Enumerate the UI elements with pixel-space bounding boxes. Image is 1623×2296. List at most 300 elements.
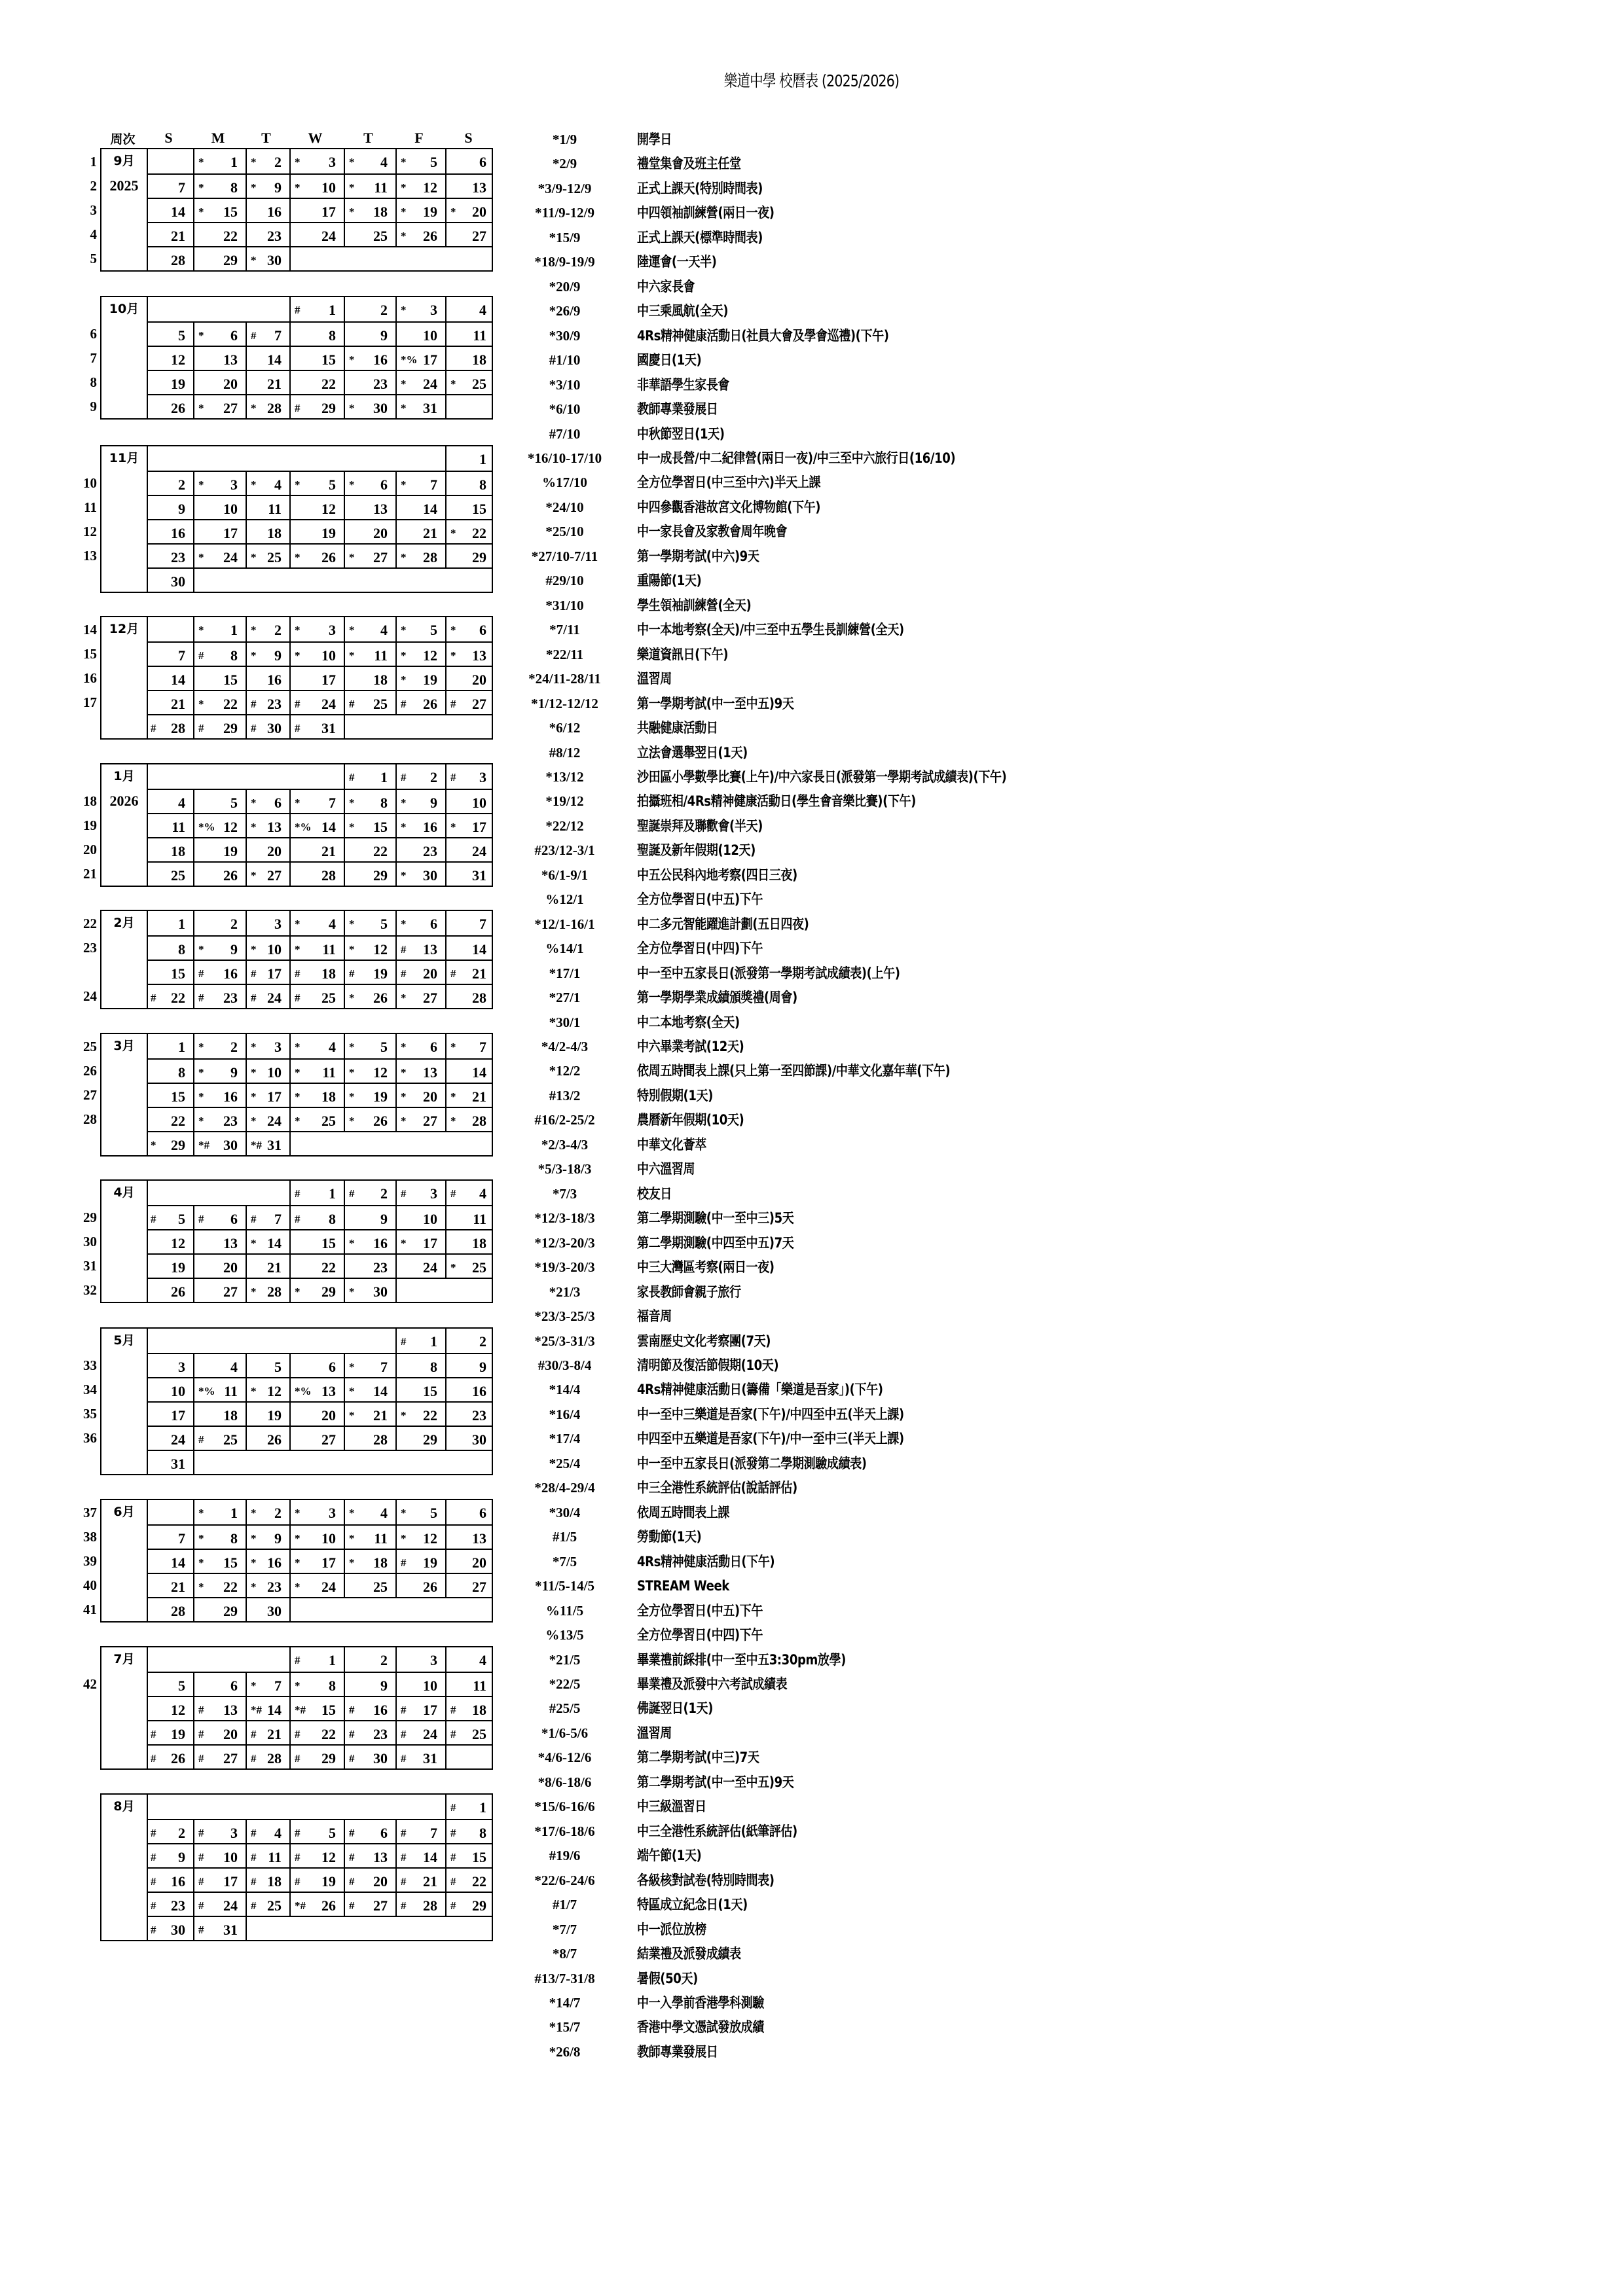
day-marker: # — [450, 1187, 456, 1200]
month-year: 2026 — [109, 793, 139, 809]
day-marker: *% — [295, 821, 312, 833]
day-marker: * — [198, 624, 204, 636]
event-date: *30/4 — [549, 1505, 581, 1520]
month-name: 3月 — [113, 1039, 135, 1053]
day-number: 16 — [267, 672, 282, 688]
day-number: 29 — [321, 400, 336, 416]
day-number: 14 — [423, 501, 437, 517]
event-description: 中六家長會 — [637, 279, 695, 295]
day-number: 6 — [230, 1677, 238, 1694]
day-number: 6 — [479, 622, 486, 638]
event-item — [0, 716, 1571, 740]
event-item — [0, 422, 1571, 446]
day-number: 7 — [380, 1359, 388, 1375]
day-number: 13 — [373, 1849, 388, 1865]
day-number: 10 — [423, 1677, 437, 1694]
day-number: 22 — [223, 696, 238, 712]
day-marker: # — [251, 722, 257, 734]
day-number: 23 — [223, 990, 238, 1006]
day-number: 2 — [380, 1652, 388, 1668]
day-number: 2 — [230, 916, 238, 932]
day-marker: * — [251, 797, 257, 809]
day-marker: * — [198, 943, 204, 956]
day-number: 16 — [171, 1873, 185, 1890]
day-marker: *% — [198, 821, 215, 833]
day-number: 25 — [267, 1897, 282, 1914]
event-item — [0, 863, 1571, 888]
day-number: 8 — [479, 1825, 486, 1841]
event-item — [0, 1231, 1571, 1255]
day-number: 6 — [274, 795, 282, 811]
day-number: 29 — [321, 1750, 336, 1767]
event-date: *15/6-16/6 — [534, 1799, 595, 1814]
day-number: 20 — [321, 1407, 336, 1424]
event-date: *17/1 — [549, 965, 581, 981]
day-marker: # — [295, 1187, 301, 1200]
event-date: *22/5 — [549, 1676, 581, 1692]
day-marker: * — [349, 551, 355, 564]
day-number: 27 — [472, 228, 486, 244]
day-marker: * — [401, 156, 407, 168]
day-number: 19 — [171, 376, 185, 392]
day-marker: * — [401, 206, 407, 218]
day-marker: * — [401, 230, 407, 242]
event-date: %11/5 — [545, 1603, 584, 1619]
day-number: 1 — [178, 916, 185, 932]
day-marker: * — [349, 649, 355, 662]
event-item — [0, 814, 1571, 838]
day-number: 18 — [472, 1235, 486, 1251]
event-date: *8/7 — [552, 1946, 577, 1962]
day-number: 15 — [423, 1383, 437, 1399]
event-item — [0, 1501, 1571, 1525]
day-number: 6 — [230, 327, 238, 344]
day-number: 2 — [274, 154, 282, 170]
day-number: 7 — [274, 1677, 282, 1694]
day-number: 24 — [321, 1579, 336, 1595]
day-marker: # — [349, 1728, 355, 1740]
event-description: 禮堂集會及班主任堂 — [637, 156, 741, 171]
week-number: 8 — [90, 374, 97, 390]
day-number: 19 — [423, 204, 437, 220]
day-number: 3 — [230, 476, 238, 493]
day-marker: * — [349, 1556, 355, 1569]
event-date: *6/1-9/1 — [541, 867, 589, 883]
day-marker: * — [251, 1115, 257, 1127]
event-item — [0, 643, 1571, 667]
day-number: 19 — [171, 1726, 185, 1742]
event-description: 正式上課天(特別時間表) — [637, 181, 763, 196]
event-item — [0, 1918, 1571, 1942]
day-number: 23 — [267, 696, 282, 712]
event-item — [0, 1255, 1571, 1280]
day-number: 18 — [373, 204, 388, 220]
day-number: 2 — [479, 1333, 486, 1350]
day-number: 16 — [171, 525, 185, 541]
week-number: 36 — [83, 1430, 97, 1446]
event-item — [0, 569, 1571, 593]
event-description: 4Rs精神健康活動日(籌備「樂道是吾家」)(下午) — [637, 1382, 883, 1397]
event-date: *4/6-12/6 — [538, 1749, 592, 1765]
day-number: 31 — [423, 400, 437, 416]
day-number: 26 — [321, 1897, 336, 1914]
day-number: 3 — [430, 302, 437, 318]
day-marker: * — [349, 1115, 355, 1127]
day-marker: * — [251, 1507, 257, 1519]
day-marker: * — [251, 156, 257, 168]
day-number: 29 — [423, 1431, 437, 1448]
day-number: 21 — [472, 965, 486, 982]
day-marker: * — [450, 624, 456, 636]
day-marker: * — [295, 1532, 301, 1545]
day-marker: # — [450, 967, 456, 980]
event-date: #25/5 — [549, 1700, 581, 1716]
event-item — [0, 1011, 1571, 1035]
day-number: 19 — [423, 1554, 437, 1571]
day-marker: # — [295, 304, 301, 316]
day-number: 4 — [274, 476, 282, 493]
day-number: 5 — [430, 154, 437, 170]
day-number: 14 — [267, 1235, 282, 1251]
day-number: 9 — [274, 1530, 282, 1547]
event-description: 第一學期學業成績頒獎禮(周會) — [637, 990, 797, 1005]
day-number: 14 — [171, 672, 185, 688]
day-number: 10 — [321, 1530, 336, 1547]
day-number: 6 — [230, 1211, 238, 1227]
event-date: *12/1-16/1 — [534, 916, 595, 932]
day-number: 26 — [373, 1113, 388, 1129]
day-marker: # — [295, 1875, 301, 1888]
month-name: 4月 — [113, 1185, 135, 1200]
event-item — [0, 348, 1571, 372]
day-number: 10 — [423, 327, 437, 344]
day-number: 18 — [171, 843, 185, 859]
day-number: 21 — [267, 1259, 282, 1276]
event-item — [0, 789, 1571, 814]
week-number: 27 — [83, 1087, 97, 1103]
week-number: 11 — [84, 499, 97, 515]
day-number: 5 — [178, 1677, 185, 1694]
day-number: 25 — [321, 1113, 336, 1129]
day-number: 8 — [329, 1211, 336, 1227]
day-number: 30 — [373, 1750, 388, 1767]
day-marker: # — [401, 698, 407, 710]
day-marker: *% — [198, 1385, 215, 1397]
month-year: 2025 — [109, 177, 139, 194]
event-description: 全方位學習日(中五)下午 — [637, 891, 763, 907]
day-number: 31 — [423, 1750, 437, 1767]
event-description: 端午節(1天) — [637, 1848, 702, 1863]
day-number: 24 — [223, 549, 238, 565]
event-date: *7/5 — [552, 1554, 577, 1570]
event-item — [0, 1869, 1571, 1893]
day-number: 13 — [472, 179, 486, 196]
day-number: 20 — [472, 672, 486, 688]
day-number: 27 — [423, 1113, 437, 1129]
event-description: 暑假(50天) — [637, 1971, 698, 1986]
week-number: 6 — [90, 326, 97, 342]
day-number: 23 — [373, 376, 388, 392]
event-date: *26/9 — [549, 303, 581, 319]
event-item — [0, 1206, 1571, 1230]
day-marker: * — [251, 402, 257, 414]
day-marker: * — [198, 551, 204, 564]
day-marker: # — [151, 992, 156, 1004]
day-number: 25 — [373, 228, 388, 244]
day-marker: * — [295, 1679, 301, 1692]
day-number: 4 — [479, 1185, 486, 1202]
event-date: *12/2 — [549, 1063, 581, 1079]
event-date: *5/3-18/3 — [538, 1161, 592, 1177]
day-marker: * — [295, 624, 301, 636]
day-number: 22 — [321, 1726, 336, 1742]
day-marker: * — [401, 649, 407, 662]
day-number: 13 — [472, 1530, 486, 1547]
day-marker: * — [401, 673, 407, 686]
week-number: 29 — [83, 1210, 97, 1225]
day-marker: * — [251, 1532, 257, 1545]
day-marker: * — [349, 943, 355, 956]
day-number: 10 — [472, 795, 486, 811]
event-date: *28/4-29/4 — [534, 1480, 595, 1496]
day-number: 10 — [423, 1211, 437, 1227]
event-description: 第二學期考試(中一至中五)9天 — [637, 1774, 794, 1790]
day-marker: * — [198, 402, 204, 414]
day-marker: * — [401, 304, 407, 316]
day-marker: # — [349, 967, 355, 980]
event-item — [0, 692, 1571, 716]
event-item — [0, 618, 1571, 642]
day-number: 11 — [374, 1530, 388, 1547]
event-item — [0, 1427, 1571, 1451]
day-marker: * — [251, 1237, 257, 1249]
day-number: 10 — [321, 647, 336, 664]
day-marker: # — [251, 1213, 257, 1225]
event-item — [0, 838, 1571, 863]
day-number: 3 — [274, 1039, 282, 1055]
day-marker: * — [401, 1507, 407, 1519]
day-marker: # — [450, 1827, 456, 1839]
day-number: 16 — [373, 1235, 388, 1251]
day-number: 26 — [171, 1750, 185, 1767]
day-number: 28 — [472, 1113, 486, 1129]
day-number: 2 — [380, 302, 388, 318]
day-number: 26 — [223, 867, 238, 884]
day-marker: * — [401, 478, 407, 491]
week-number: 20 — [83, 842, 97, 857]
day-number: 24 — [423, 376, 437, 392]
day-number: 8 — [479, 476, 486, 493]
day-number: 26 — [171, 400, 185, 416]
day-number: 22 — [472, 525, 486, 541]
event-description: 香港中學文憑試發放成績 — [637, 2019, 764, 2035]
day-marker: * — [401, 1041, 407, 1053]
week-number: 21 — [83, 866, 97, 882]
event-date: *14/4 — [549, 1382, 581, 1397]
day-number: 1 — [329, 1652, 336, 1668]
event-description: 中一成長營/中二紀律營(兩日一夜)/中三至中六旅行日(16/10) — [637, 450, 956, 466]
day-number: 31 — [223, 1922, 238, 1938]
week-number: 12 — [83, 524, 97, 539]
day-number: 30 — [171, 573, 185, 590]
week-number: 23 — [83, 940, 97, 956]
event-date: *25/3-31/3 — [534, 1333, 595, 1349]
day-number: 4 — [329, 1039, 336, 1055]
event-item — [0, 397, 1571, 422]
day-marker: # — [349, 1827, 355, 1839]
event-item — [0, 1157, 1571, 1181]
event-date: *27/10-7/11 — [531, 548, 598, 564]
day-number: 3 — [329, 1505, 336, 1521]
day-marker: * — [349, 1285, 355, 1298]
event-item — [0, 520, 1571, 544]
day-number: 1 — [329, 1185, 336, 1202]
day-number: 17 — [321, 204, 336, 220]
day-marker: * — [295, 551, 301, 564]
event-description: 雲南歷史文化考察團(7天) — [637, 1333, 771, 1349]
event-date: *14/7 — [549, 1995, 581, 2011]
day-number: 9 — [230, 1064, 238, 1081]
day-marker: # — [295, 1654, 301, 1666]
event-description: 全方位學習日(中五)下午 — [637, 1603, 763, 1619]
day-number: 21 — [171, 228, 185, 244]
day-marker: * — [401, 1532, 407, 1545]
day-marker: # — [251, 698, 257, 710]
day-marker: # — [295, 402, 301, 414]
event-description: 共融健康活動日 — [637, 720, 718, 736]
event-date: #19/6 — [549, 1848, 581, 1863]
day-number: 13 — [423, 1064, 437, 1081]
day-marker: * — [349, 402, 355, 414]
day-marker: # — [349, 1187, 355, 1200]
day-number: 3 — [178, 1359, 185, 1375]
day-marker: # — [450, 1875, 456, 1888]
day-marker: * — [401, 1066, 407, 1079]
day-number: 19 — [223, 843, 238, 859]
day-marker: # — [349, 1875, 355, 1888]
event-date: *7/7 — [552, 1922, 577, 1937]
week-number: 19 — [83, 817, 97, 833]
event-item — [0, 2040, 1571, 2064]
day-number: 17 — [423, 351, 437, 368]
event-date: *12/3-20/3 — [534, 1235, 595, 1251]
event-date: %12/1 — [545, 891, 584, 907]
day-number: 16 — [423, 819, 437, 835]
day-marker: # — [450, 1728, 456, 1740]
day-marker: * — [198, 1090, 204, 1103]
day-number: 1 — [479, 451, 486, 467]
event-item — [0, 1696, 1571, 1721]
day-number: 22 — [423, 1407, 437, 1424]
week-number: 22 — [83, 916, 97, 931]
event-description: 全方位學習日(中四)下午 — [637, 941, 763, 956]
day-marker: * — [349, 918, 355, 930]
day-number: 9 — [380, 327, 388, 344]
day-number: 25 — [223, 1431, 238, 1448]
day-number: 28 — [472, 990, 486, 1006]
day-marker: * — [251, 254, 257, 266]
event-description: 第一學期考試(中一至中五)9天 — [637, 696, 794, 711]
day-marker: * — [251, 551, 257, 564]
day-number: 4 — [479, 302, 486, 318]
event-item — [0, 275, 1571, 299]
day-number: 20 — [267, 843, 282, 859]
day-number: 28 — [171, 1603, 185, 1619]
day-number: 3 — [430, 1652, 437, 1668]
day-number: 22 — [171, 990, 185, 1006]
week-number: 42 — [83, 1676, 97, 1692]
day-number: 21 — [472, 1088, 486, 1105]
event-description: 中一家長會及家教會周年晚會 — [637, 524, 788, 539]
day-number: 1 — [178, 1039, 185, 1055]
event-description: 中秋節翌日(1天) — [637, 426, 725, 442]
week-number: 28 — [83, 1111, 97, 1127]
event-item — [0, 1942, 1571, 1966]
day-marker: * — [450, 527, 456, 539]
event-description: 中華文化薈萃 — [637, 1137, 706, 1153]
day-marker: *# — [251, 1139, 262, 1151]
month-name: 7月 — [113, 1652, 135, 1666]
day-marker: *# — [295, 1704, 306, 1716]
day-number: 2 — [274, 1505, 282, 1521]
day-marker: * — [198, 1066, 204, 1079]
day-number: 11 — [322, 941, 336, 958]
event-description: 中一至中五家長日(派發第二學期測驗成績表) — [637, 1456, 867, 1471]
week-number: 15 — [83, 646, 97, 662]
day-number: 11 — [268, 1849, 282, 1865]
day-marker: * — [450, 649, 456, 662]
event-item — [0, 1991, 1571, 2015]
day-number: 7 — [274, 327, 282, 344]
day-number: 30 — [267, 720, 282, 736]
day-number: 19 — [321, 525, 336, 541]
day-number: 25 — [267, 549, 282, 565]
day-number: 16 — [267, 1554, 282, 1571]
day-number: 11 — [268, 501, 282, 517]
day-header-wed: W — [308, 130, 323, 146]
day-marker: # — [295, 1213, 301, 1225]
event-date: #1/7 — [552, 1897, 577, 1912]
event-description: 畢業禮前綵排(中一至中五3:30pm放學) — [637, 1652, 846, 1668]
day-marker: * — [349, 1090, 355, 1103]
event-description: 中四領袖訓練營(兩日一夜) — [637, 205, 775, 221]
day-number: 20 — [223, 1726, 238, 1742]
event-date: %14/1 — [545, 941, 584, 956]
event-item — [0, 1525, 1571, 1549]
day-number: 18 — [472, 1702, 486, 1718]
week-number: 35 — [83, 1406, 97, 1422]
day-number: 29 — [223, 252, 238, 268]
day-marker: * — [349, 797, 355, 809]
event-description: 全方位學習日(中四)下午 — [637, 1627, 763, 1643]
event-item — [0, 1648, 1571, 1672]
event-date: *7/11 — [549, 622, 580, 637]
event-description: 中三乘風航(全天) — [637, 303, 729, 319]
day-marker: * — [349, 1361, 355, 1373]
event-description: 農曆新年假期(10天) — [637, 1112, 744, 1128]
day-marker: * — [295, 1507, 301, 1519]
day-marker: * — [401, 1090, 407, 1103]
week-number: 18 — [83, 793, 97, 809]
event-date: #8/12 — [549, 745, 581, 761]
month-name: 1月 — [113, 769, 135, 783]
day-number: 9 — [380, 1677, 388, 1694]
day-number: 1 — [230, 1505, 238, 1521]
event-item — [0, 937, 1571, 961]
week-number: 9 — [90, 399, 97, 414]
day-number: 6 — [479, 1505, 486, 1521]
month-name: 11月 — [109, 451, 139, 465]
